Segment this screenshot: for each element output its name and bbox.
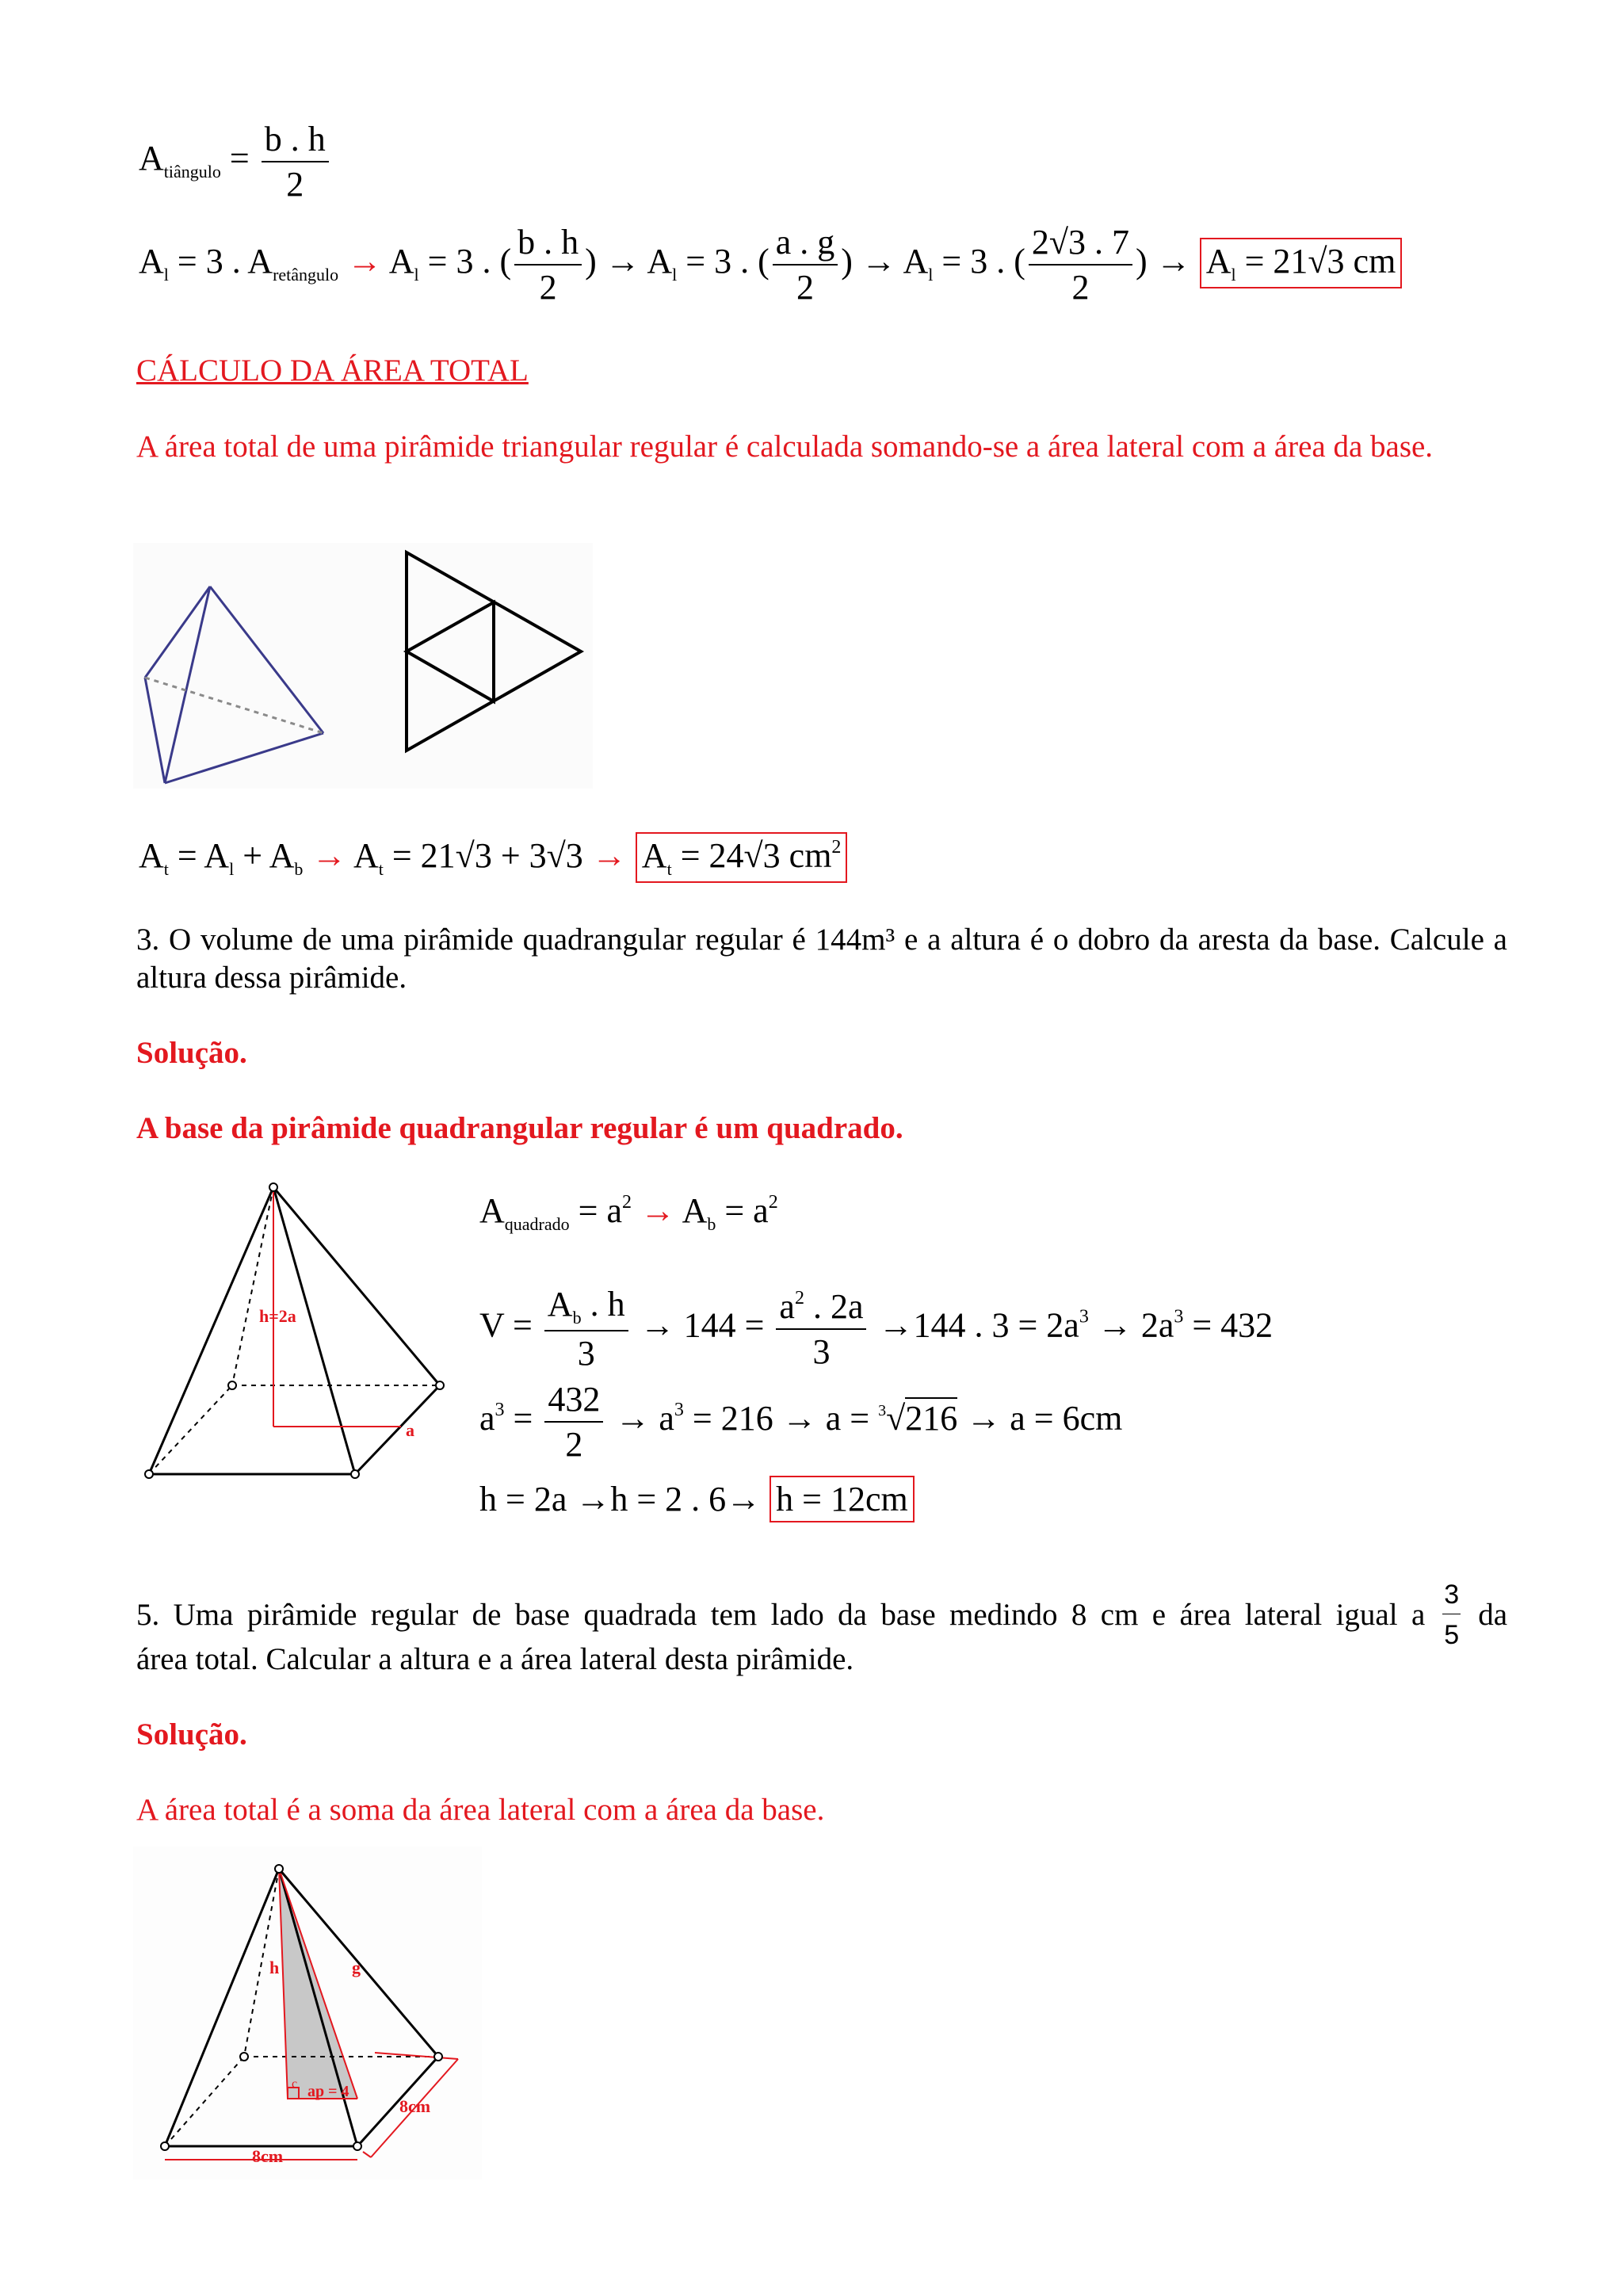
square-pyramid-apothem-figure <box>133 1847 482 2179</box>
fraction-3-5: $\frac{3}{5}$ <box>1442 1576 1461 1654</box>
q3-formula-3: $a^3$ = $\frac{432}{2}$ → $a^3 = 216 \to a = ^3√216 \to a = 6cm$ <box>479 1380 1123 1464</box>
question-3-text: 3. O volume de uma pirâmide quadrangular regular é 144m³ e a altura é o dobro da aresta da base. Calcule a altura dessa pirâmide. <box>136 923 1507 995</box>
total-area-formula: $A_t = A_l + A_b \to A_t = 21√3 + 3√3 \to A_t = 24√3$ $cm^2$ <box>139 832 847 883</box>
label-8cm-side: 8cm <box>399 2096 431 2116</box>
triangular-pyramid-figure <box>133 543 593 789</box>
q5-solucao: Solução. <box>136 1717 247 1752</box>
label-h: h <box>269 1958 280 1977</box>
label-c: c <box>292 2077 298 2091</box>
total-area-paragraph: A área total de uma pirâmide triangular regular é calculada somando-se a área lateral com a área da base. <box>136 430 1434 464</box>
q3-solucao: Solução. <box>136 1036 247 1070</box>
lateral-area-formula: $A_l = 3$ . $A_{retângulo} \to A_l = 3$ . ( $\frac{b . h}{2}$ ) → $A_l = 3$ . ( $\frac{a . g}{2}$ ) → $A_l = 3$ . ( $\frac{2√3 . 7}{2}$ ) → $A_l = 21√3$ cm <box>139 222 1402 308</box>
label-apothem: ap = 4 <box>307 2083 349 2100</box>
q3-formula-1: $A_{quadrado} = a^2 \to A_b = a^2$ <box>479 1191 778 1234</box>
question-5-line1: 5. Uma pirâmide regular de base quadrada tem lado da base medindo 8 cm e área lateral igual a $\frac{3}{5}$ da <box>136 1576 1507 1654</box>
square-pyramid-figure <box>135 1173 452 1482</box>
question-5-line2: área total. Calcular a altura e a área lateral desta pirâmide. <box>136 1642 854 1676</box>
label-g: g <box>352 1958 361 1977</box>
q5-statement: A área total é a soma da área lateral com a área da base. <box>136 1793 825 1827</box>
label-h-2a: h=2a <box>259 1306 296 1326</box>
section-title: CÁLCULO DA ÁREA TOTAL <box>136 353 529 388</box>
height-result: h = 12cm <box>769 1476 915 1522</box>
q3-formula-2: V = $\frac{A_b . h}{3}$ → 144 = $\frac{a^2 . 2a}{3}$ →144 . $3 = 2a^3 \to 2a^3 = 432$ <box>479 1285 1274 1373</box>
label-a: a <box>406 1420 414 1440</box>
q3-formula-4: h = 2a →h = 2 . 6→ h = 12cm <box>479 1476 915 1522</box>
q3-base-statement: A base da pirâmide quadrangular regular é um quadrado. <box>136 1111 903 1145</box>
label-8cm-bottom: 8cm <box>252 2146 284 2166</box>
total-area-result: $A_t = 24√3$ $cm^2$ <box>636 832 848 883</box>
lateral-area-result: $A_l = 21√3$ cm <box>1200 238 1403 288</box>
triangle-area-formula: $A_{tiângulo}$ = $\frac{b . h}{2}$ <box>139 119 332 204</box>
